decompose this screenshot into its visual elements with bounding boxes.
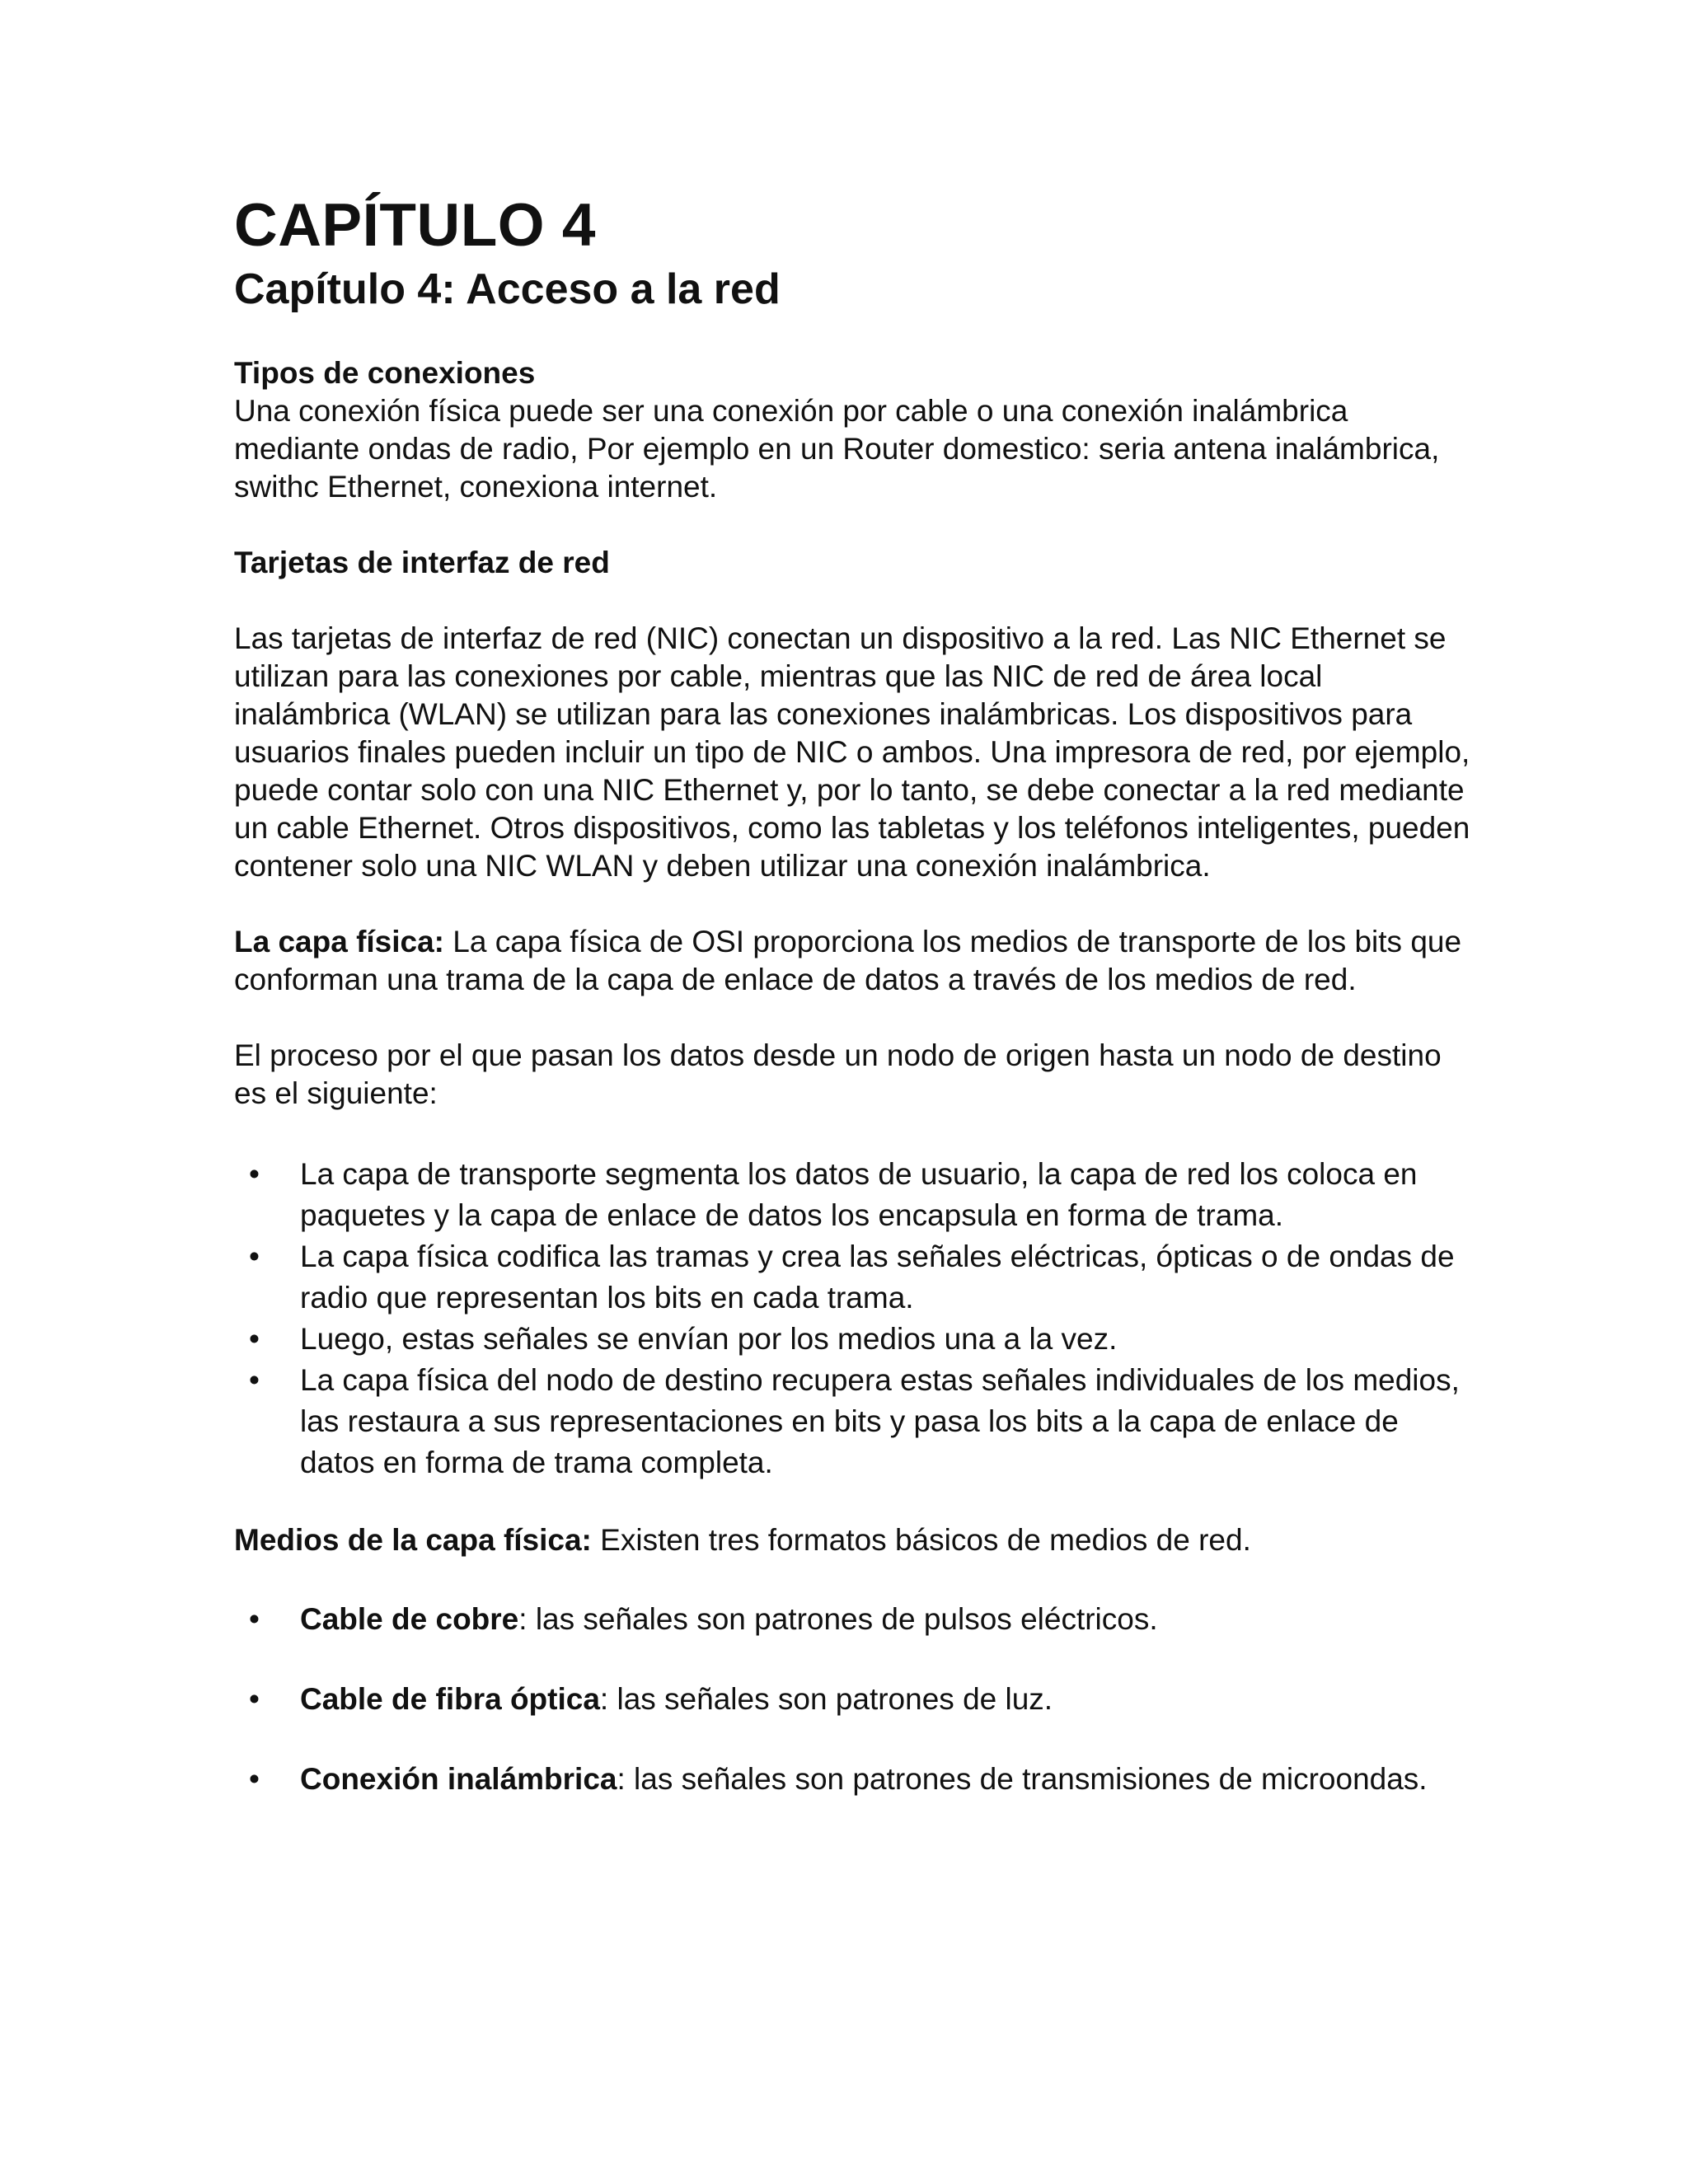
paragraph-tarjetas-interfaz: Las tarjetas de interfaz de red (NIC) conectan un dispositivo a la red. Las NIC Ethernet se utilizan para las conexiones por cable, mientras que las NIC de red de área local inalámbrica (WLAN) se utilizan para las conexiones inalámbricas. Los dispositivos para usuarios finales pueden incluir un tipo de NIC o ambos. Una impresora de red, por ejemplo, puede contar solo con una NIC Ethernet y, por lo tanto, se debe conectar a la red mediante un cable Ethernet. Otros dispositivos, como las tabletas y los teléfonos inteligentes, pueden contener solo una NIC WLAN y deben utilizar una conexión inalámbrica. (234, 621, 1470, 883)
list-item (234, 1154, 1470, 1236)
bullet: • (249, 1157, 260, 1191)
list-item-text: Luego, estas señales se envían por los medios una a la vez. (300, 1322, 1118, 1356)
medio-term: Cable de fibra óptica (300, 1682, 600, 1716)
medios-text: Existen tres formatos básicos de medios de red. (591, 1523, 1251, 1557)
heading-tarjetas-interfaz: Tarjetas de interfaz de red (234, 546, 610, 579)
heading-tipos-conexiones: Tipos de conexiones (234, 356, 536, 390)
list-item (234, 1236, 1470, 1319)
medios-list (234, 1599, 1470, 1800)
medios-label: Medios de la capa física: (234, 1523, 592, 1557)
paragraph-capa-fisica (234, 923, 1470, 999)
list-item (234, 1319, 1470, 1360)
paragraph-medios (234, 1521, 1470, 1559)
bullet: • (249, 1762, 260, 1796)
bullet: • (249, 1602, 260, 1636)
list-item (234, 1759, 1470, 1800)
bullet: • (249, 1240, 260, 1273)
proceso-list (234, 1154, 1470, 1483)
medio-desc: : las señales son patrones de pulsos eléctricos. (518, 1602, 1158, 1636)
chapter-subtitle: Capítulo 4: Acceso a la red (234, 265, 781, 313)
bullet: • (249, 1363, 260, 1397)
list-item (234, 1599, 1470, 1640)
list-item (234, 1679, 1470, 1720)
list-item-text: La capa de transporte segmenta los datos de usuario, la capa de red los coloca en paquetes y la capa de enlace de datos los encapsula en forma de trama. (300, 1157, 1418, 1232)
chapter-title: CAPÍTULO 4 (234, 192, 596, 259)
capa-fisica-label: La capa física: (234, 925, 445, 958)
page-content (234, 190, 1470, 1800)
medio-term: Conexión inalámbrica (300, 1762, 617, 1796)
paragraph-tipos-conexiones: Una conexión física puede ser una conexión por cable o una conexión inalámbrica mediante ondas de radio, Por ejemplo en un Router domestico: seria antena inalámbrica, swithc Ethernet, conexiona internet. (234, 394, 1440, 504)
list-item-text: La capa física codifica las tramas y crea las señales eléctricas, ópticas o de ondas de radio que representan los bits en cada trama. (300, 1240, 1455, 1315)
medio-desc: : las señales son patrones de luz. (599, 1682, 1053, 1716)
medio-term: Cable de cobre (300, 1602, 519, 1636)
bullet: • (249, 1682, 260, 1716)
medio-desc: : las señales son patrones de transmisiones de microondas. (617, 1762, 1428, 1796)
list-item-text: La capa física del nodo de destino recupera estas señales individuales de los medios, las restaura a sus representaciones en bits y pasa los bits a la capa de enlace de datos en forma de trama completa. (300, 1363, 1460, 1479)
list-item (234, 1360, 1470, 1483)
bullet: • (249, 1322, 260, 1356)
paragraph-proceso-intro: El proceso por el que pasan los datos desde un nodo de origen hasta un nodo de destino es el siguiente: (234, 1038, 1442, 1110)
capa-fisica-text: La capa física de OSI proporciona los medios de transporte de los bits que conforman una trama de la capa de enlace de datos a través de los medios de red. (234, 925, 1462, 996)
